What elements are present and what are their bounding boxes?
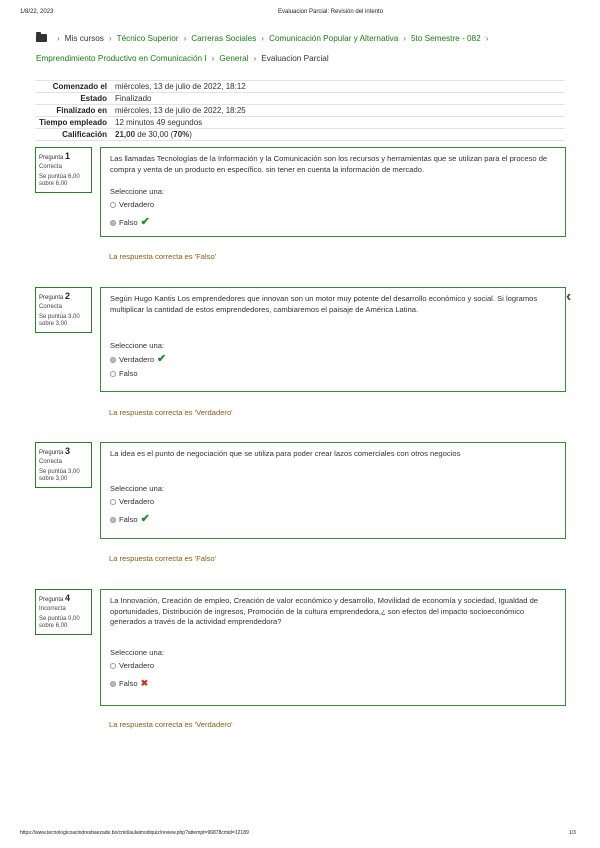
option-label: Verdadero <box>119 355 155 364</box>
option-label: Falso <box>119 678 138 688</box>
question-box-3 <box>100 442 566 539</box>
breadcrumb-general[interactable]: General <box>219 54 249 63</box>
summary-value: miércoles, 13 de julio de 2022, 18:25 <box>111 105 565 117</box>
option-verdadero[interactable] <box>110 353 556 365</box>
question-box-4 <box>100 589 566 706</box>
question-text: La Innovación, Creación de empleo, Creación de valor económico y desarrollo, Movilidad de economía y sociedad, Igualdad de oportunidades, Distribución de ingresos, Promoción de la cultura emprendedora,¿ son efectos del impacto socioeconómico generados a través de la actividad emprendedora? <box>110 596 539 626</box>
select-label: Seleccione una: <box>110 341 165 350</box>
question-status: Correcta <box>39 304 63 310</box>
radio-button[interactable] <box>110 681 116 687</box>
summary-label: Comenzado el <box>35 81 111 93</box>
breadcrumb-evaluacion-parcial: Evaluacion Parcial <box>261 54 329 63</box>
radio-button[interactable] <box>110 371 116 377</box>
question-number: 2 <box>65 291 71 301</box>
question-points: Se puntúa 3,00 sobre 3,00 <box>39 314 80 327</box>
question-points: Se puntúa 3,00 sobre 3,00 <box>39 469 80 482</box>
breadcrumb: › Mis cursos › Técnico Superior › Carreras Sociales › Comunicación Popular y Alternativa › 5to Semestre - 082 › <box>36 34 493 43</box>
select-label: Seleccione una: <box>110 187 165 196</box>
question-text: Según Hugo Kantis Los emprendedores que innovan son un motor muy potente del desarrollo económico y social. Si logramos multiplicar la cantidad de estos emprendedores, cambiaremos el paisaje de América Latina. <box>110 294 538 314</box>
question-prefix: Pregunta <box>39 450 64 456</box>
print-url: https://www.tecnologicoacindresbaezade.bo/cmit/aulaimodiquiz/review.php?attempt=96878cmid=12189 <box>20 830 249 836</box>
summary-value: 12 minutos 49 segundos <box>111 117 565 129</box>
chevron-left-icon[interactable]: ‹ <box>566 288 572 305</box>
radio-button[interactable] <box>110 663 116 669</box>
question-prefix: Pregunta <box>39 155 64 161</box>
grade-total: de 30,00 ( <box>135 130 174 139</box>
radio-button[interactable] <box>110 517 116 523</box>
radio-button[interactable] <box>110 202 116 208</box>
question-points: Se puntúa 6,00 sobre 6,00 <box>39 174 80 187</box>
breadcrumb-carreras-sociales[interactable]: Carreras Sociales <box>191 34 257 43</box>
question-status: Correcta <box>39 459 63 465</box>
question-status: Correcta <box>39 164 63 170</box>
grade-percent: 70% <box>173 130 190 139</box>
option-verdadero[interactable] <box>110 660 556 672</box>
question-text: La idea es el punto de negociación que se utiliza para poder crear lazos comerciales con otros negocios <box>110 449 461 458</box>
question-info-4 <box>35 589 92 635</box>
summary-row <box>35 129 565 141</box>
select-label: Seleccione una: <box>110 647 165 657</box>
check-icon: ✔ <box>140 216 150 228</box>
grade-value <box>111 129 565 141</box>
question-box-1 <box>100 147 566 237</box>
summary-value: miércoles, 13 de julio de 2022, 18:12 <box>111 81 565 93</box>
summary-value: Finalizado <box>111 93 565 105</box>
question-prefix: Pregunta <box>39 295 64 301</box>
print-page-number: 1/3 <box>569 830 576 836</box>
question-prefix: Pregunta <box>39 597 64 603</box>
correct-answer-feedback: La respuesta correcta es 'Falso' <box>109 554 217 563</box>
summary-row <box>35 117 565 129</box>
grade-close: ) <box>189 130 192 139</box>
correct-answer-feedback: La respuesta correcta es 'Verdadero' <box>109 408 233 417</box>
option-label: Verdadero <box>119 200 155 209</box>
option-label: Verdadero <box>119 496 155 506</box>
option-falso[interactable] <box>110 216 556 228</box>
grade-score: 21,00 <box>115 130 136 139</box>
summary-label: Tiempo empleado <box>35 117 111 129</box>
question-number: 4 <box>65 593 71 603</box>
option-label: Falso <box>119 369 138 378</box>
option-falso[interactable] <box>110 513 556 525</box>
breadcrumb-mis-cursos[interactable]: Mis cursos <box>64 34 104 43</box>
print-title: Evaluacion Parcial: Revisión del intento <box>278 9 384 15</box>
breadcrumb-semestre[interactable]: 5to Semestre - 082 <box>411 34 481 43</box>
question-number: 1 <box>65 151 71 161</box>
option-verdadero[interactable] <box>110 496 556 508</box>
select-label: Seleccione una: <box>110 483 165 493</box>
summary-row <box>35 93 565 105</box>
correct-answer-feedback: La respuesta correcta es 'Verdadero' <box>109 720 233 729</box>
summary-label: Estado <box>35 93 111 105</box>
option-verdadero[interactable] <box>110 199 556 211</box>
question-info-3 <box>35 442 92 488</box>
summary-row <box>35 105 565 117</box>
print-date: 1/8/22, 2023 <box>20 9 54 15</box>
question-number: 3 <box>65 446 71 456</box>
check-icon: ✔ <box>140 512 150 525</box>
summary-row <box>35 81 565 93</box>
folder-icon[interactable] <box>36 34 47 42</box>
radio-button[interactable] <box>110 357 116 363</box>
question-points: Se puntúa 0,00 sobre 6,00 <box>39 616 80 629</box>
radio-button[interactable] <box>110 499 116 505</box>
option-label: Falso <box>119 218 138 227</box>
radio-button[interactable] <box>110 220 116 226</box>
option-falso[interactable] <box>110 677 556 689</box>
summary-label: Finalizado en <box>35 105 111 117</box>
cross-icon: ✖ <box>140 677 149 688</box>
attempt-summary-table <box>35 80 565 141</box>
question-text: Las llamadas Tecnologías de la Información y la Comunicación son los recursos y herramientas que se utilizan para el proceso de compra y venta de un producto en específico. sin tener en cuenta la información de mercado. <box>110 154 548 174</box>
question-box-2 <box>100 287 566 392</box>
option-falso[interactable] <box>110 368 556 380</box>
option-label: Verdadero <box>119 660 155 670</box>
option-label: Falso <box>119 514 138 524</box>
question-info-2 <box>35 287 92 333</box>
summary-label: Calificación <box>35 129 111 141</box>
breadcrumb-tecnico-superior[interactable]: Técnico Superior <box>116 34 179 43</box>
breadcrumb-comunicacion-popular[interactable]: Comunicación Popular y Alternativa <box>269 34 399 43</box>
correct-answer-feedback: La respuesta correcta es 'Falso' <box>109 252 217 261</box>
question-info-1 <box>35 147 92 193</box>
breadcrumb-emprendimiento[interactable]: Emprendimiento Productivo en Comunicación I <box>36 54 207 63</box>
check-icon: ✔ <box>157 353 167 365</box>
question-status: Incorrecta <box>39 606 66 612</box>
breadcrumb-line-2: Emprendimiento Productivo en Comunicación I › General › Evaluacion Parcial <box>36 54 329 63</box>
